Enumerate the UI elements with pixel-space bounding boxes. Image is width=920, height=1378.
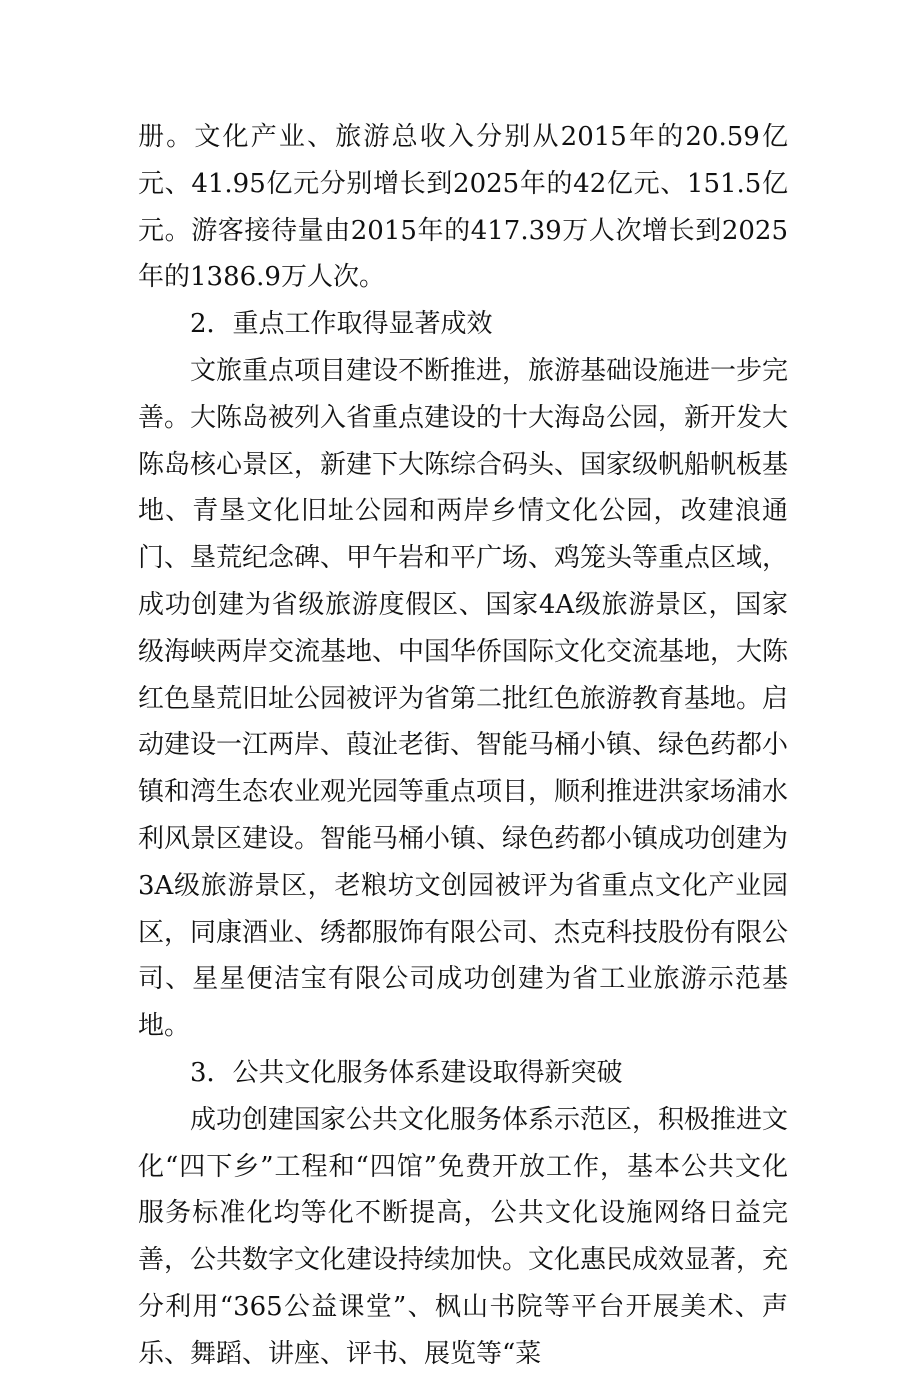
document-body: [138, 114, 788, 1378]
paragraph-tourism-revenue: 册。文化产业、旅游总收入分别从2015年的20.59亿元、41.95亿元分别增长到2025年的42亿元、151.5亿元。游客接待量由2015年的417.39万人次增长到2025年的1386.9万人次。: [138, 122, 788, 293]
section-heading-public-culture: 3．公共文化服务体系建设取得新突破: [190, 1057, 623, 1088]
section-heading-key-work: 2．重点工作取得显著成效: [190, 309, 493, 340]
paragraph-key-projects: 文旅重点项目建设不断推进，旅游基础设施进一步完善。大陈岛被列入省重点建设的十大海岛公园，新开发大陈岛核心景区，新建下大陈综合码头、国家级帆船帆板基地、青垦文化旧址公园和两岸乡情文化公园，改建浪通门、垦荒纪念碑、甲午岩和平广场、鸡笼头等重点区域，成功创建为省级旅游度假区、国家4A级旅游景区，国家级海峡两岸交流基地、中国华侨国际文化交流基地，大陈红色垦荒旧址公园被评为省第二批红色旅游教育基地。启动建设一江两岸、葭沚老街、智能马桶小镇、绿色药都小镇和湾生态农业观光园等重点项目，顺利推进洪家场浦水利风景区建设。智能马桶小镇、绿色药都小镇成功创建为3A级旅游景区，老粮坊文创园被评为省重点文化产业园区，同康酒业、绣都服饰有限公司、杰克科技股份有限公司、星星便洁宝有限公司成功创建为省工业旅游示范基地。: [138, 355, 789, 1042]
paragraph-public-culture: 成功创建国家公共文化服务体系示范区，积极推进文化“四下乡”工程和“四馆”免费开放工作，基本公共文化服务标准化均等化不断提高，公共文化设施网络日益完善，公共数字文化建设持续加快。文化惠民成效显著，充分利用“365公益课堂”、枫山书院等平台开展美术、声乐、舞蹈、讲座、评书、展览等“菜: [138, 1104, 789, 1369]
